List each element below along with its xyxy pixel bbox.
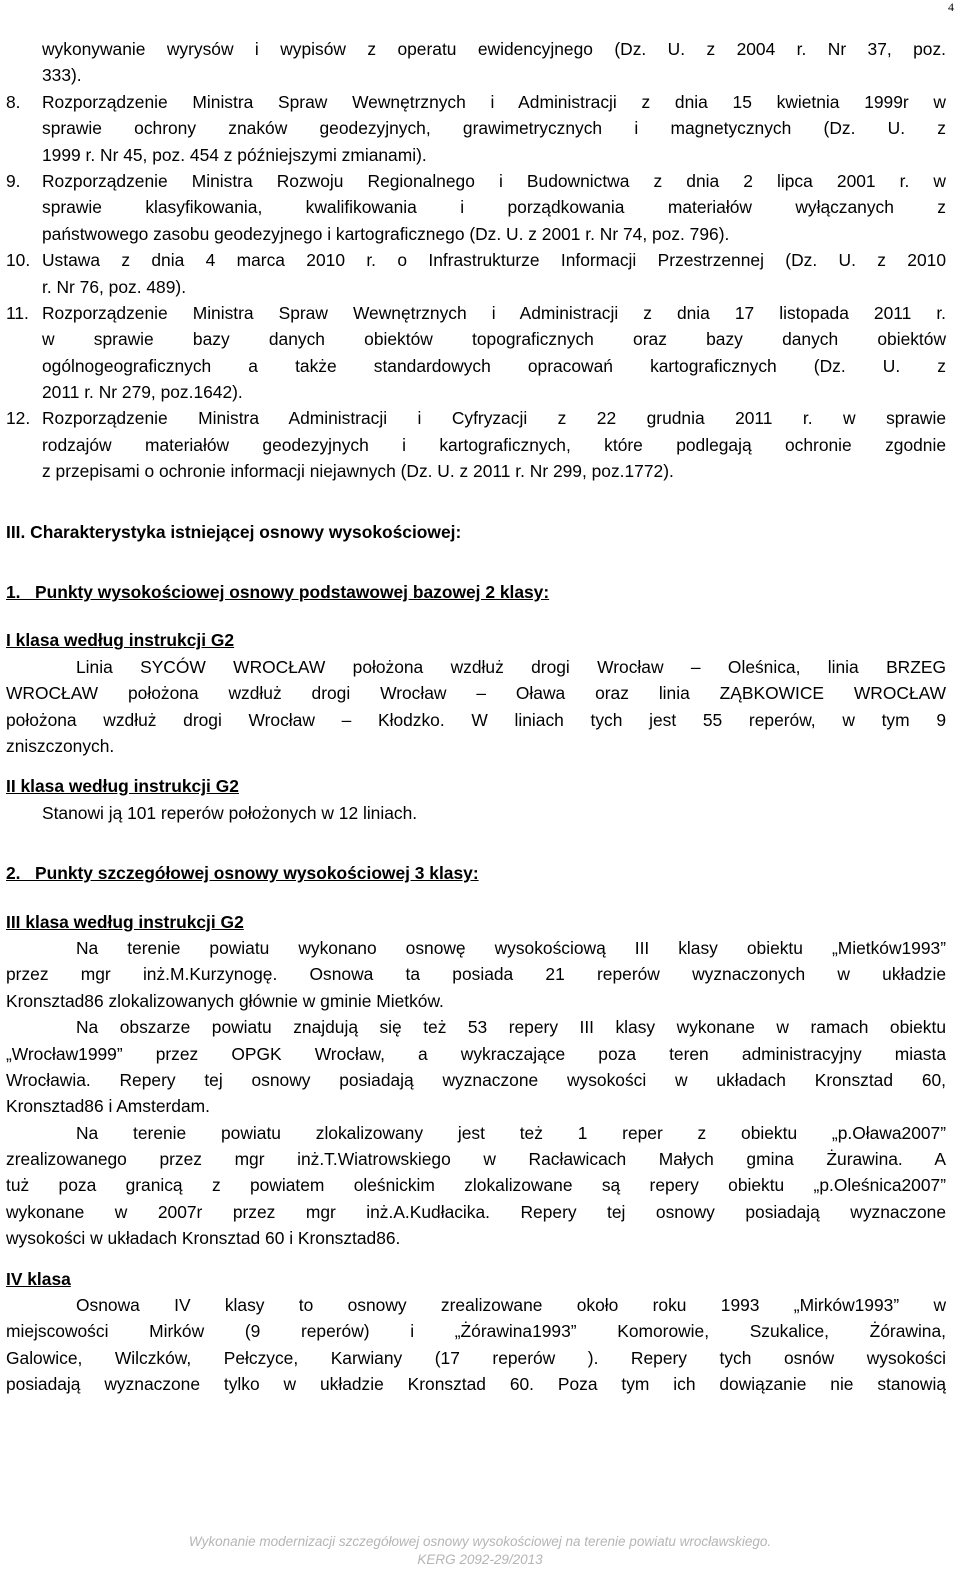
text-line: wysokości w układach Kronsztad 60 i Kronsztad86. xyxy=(6,1228,401,1249)
text-line: Kronsztad86 i Amsterdam. xyxy=(6,1096,210,1117)
spacer xyxy=(6,759,946,773)
reference-item-10 xyxy=(6,247,946,300)
spacer xyxy=(6,826,946,860)
spacer xyxy=(6,485,946,519)
class-1-block xyxy=(6,627,946,759)
class-3-block xyxy=(6,909,946,1252)
class-heading: IV klasa xyxy=(6,1268,71,1289)
text-line: Na obszarze powiatu znajdują się też 53 repery III klasy wykonane w ramach obiektu xyxy=(76,1017,946,1038)
spacer xyxy=(6,605,946,627)
text-line xyxy=(6,300,946,326)
text-line: Osnowa IV klasy to osnowy zrealizowane około roku 1993 „Mirków1993” w xyxy=(76,1295,946,1316)
text-line: 2011 r. Nr 279, poz.1642). xyxy=(42,382,243,403)
text-line: Stanowi ją 101 reperów położonych w 12 liniach. xyxy=(42,802,418,823)
section-heading: III. Charakterystyka istniejącej osnowy wysokościowej: xyxy=(6,521,462,542)
reference-item-9 xyxy=(6,168,946,247)
paragraph xyxy=(6,1120,946,1252)
item-text: Rozporządzenie Ministra Spraw Wewnętrznych i Administracji z dnia 17 listopada 2011 r. xyxy=(42,302,946,323)
text-line: ogólnogeograficznych a także standardowych opracowań kartograficznych (Dz. U. z xyxy=(42,355,946,376)
document-body xyxy=(6,36,946,1398)
text-line: zniszczonych. xyxy=(6,735,115,756)
text-line xyxy=(6,247,946,273)
text-line: położona wzdłuż drogi Wrocław – Kłodzko. W liniach tych jest 55 reperów, w tym 9 xyxy=(6,709,946,730)
text-line xyxy=(6,168,946,194)
text-line: Kronsztad86 zlokalizowanych głównie w gminie Mietków. xyxy=(6,990,444,1011)
spacer xyxy=(6,1252,946,1266)
class-2-block xyxy=(6,773,946,826)
text-line: przez mgr inż.M.Kurzynogę. Osnowa ta posiada 21 reperów wyznaczonych w układzie xyxy=(6,964,946,985)
text-line: państwowego zasobu geodezyjnego i kartograficznego (Dz. U. z 2001 r. Nr 74, poz. 796). xyxy=(42,223,730,244)
item-text: Ustawa z dnia 4 marca 2010 r. o Infrastrukturze Informacji Przestrzennej (Dz. U. z 2010 xyxy=(42,250,946,271)
paragraph xyxy=(6,1014,946,1120)
reference-item-7-continued xyxy=(6,36,946,89)
footer-reference: KERG 2092-29/2013 xyxy=(417,1552,543,1567)
text-line: tuż poza granicą z powiatem oleśnickim zlokalizowane są repery obiektu „p.Oleśnica2007” xyxy=(6,1175,946,1196)
text-line: zrealizowanego przez mgr inż.T.Wiatrowskiego w Racławicach Małych gmina Żurawina. A xyxy=(6,1149,946,1170)
text-line: Na terenie powiatu zlokalizowany jest też 1 reper z obiektu „p.Oława2007” xyxy=(76,1122,946,1143)
item-number: 12. xyxy=(6,408,31,429)
item-text: Rozporządzenie Ministra Spraw Wewnętrznych i Administracji z dnia 15 kwietnia 1999r w xyxy=(42,91,946,112)
text-line xyxy=(6,405,946,431)
text-line: Wrocławia. Repery tej osnowy posiadają wyznaczone wysokości w układach Kronsztad 60, xyxy=(6,1069,946,1090)
item-text: Rozporządzenie Ministra Administracji i Cyfryzacji z 22 grudnia 2011 r. w sprawie xyxy=(42,408,946,429)
text-line: z przepisami o ochronie informacji niejawnych (Dz. U. z 2011 r. Nr 299, poz.1772). xyxy=(42,461,674,482)
text-line: rodzajów materiałów geodezyjnych i kartograficznych, które podlegają ochronie zgodnie xyxy=(42,434,946,455)
text-line: miejscowości Mirków (9 reperów) i „Żórawina1993” Komorowie, Szukalice, Żórawina, xyxy=(6,1321,946,1342)
reference-item-11 xyxy=(6,300,946,406)
text-line xyxy=(6,89,946,115)
text-line: 1999 r. Nr 45, poz. 454 z późniejszymi zmianami). xyxy=(42,144,427,165)
item-number: 9. xyxy=(6,170,21,191)
text-line: WROCŁAW położona wzdłuż drogi Wrocław – Oława oraz linia ZĄBKOWICE WROCŁAW xyxy=(6,683,946,704)
page-number: 4 xyxy=(948,0,954,14)
subsection-heading-2: 2. Punkty szczegółowej osnowy wysokościowej 3 klasy: xyxy=(6,863,479,884)
reference-item-8 xyxy=(6,89,946,168)
text-line: Galowice, Wilczków, Pełczyce, Karwiany (17 reperów ). Repery tych osnów wysokości xyxy=(6,1347,946,1368)
class-heading: I klasa według instrukcji G2 xyxy=(6,630,235,651)
item-number: 8. xyxy=(6,91,21,112)
class-heading: III klasa według instrukcji G2 xyxy=(6,911,244,932)
subsection-heading-1: 1. Punkty wysokościowej osnowy podstawowej bazowej 2 klasy: xyxy=(6,582,550,603)
text-line: wykonane w 2007r przez mgr inż.A.Kudłacika. Repery tej osnowy posiadają wyznaczone xyxy=(6,1201,946,1222)
footer-title: Wykonanie modernizacji szczegółowej osnowy wysokościowej na terenie powiatu wrocławskiego. xyxy=(188,1534,772,1549)
text-line: r. Nr 76, poz. 489). xyxy=(42,276,187,297)
text-line: sprawie ochrony znaków geodezyjnych, grawimetrycznych i magnetycznych (Dz. U. z xyxy=(42,118,946,139)
text-line: Na terenie powiatu wykonano osnowę wysokościową III klasy obiektu „Mietków1993” xyxy=(76,937,946,958)
item-number: 11. xyxy=(6,302,29,323)
spacer xyxy=(6,545,946,579)
text-line: w sprawie bazy danych obiektów topograficznych oraz bazy danych obiektów xyxy=(42,329,946,350)
text-line: 333). xyxy=(42,65,82,86)
text-line: „Wrocław1999” przez OPGK Wrocław, a wykraczające poza teren administracyjny miasta xyxy=(6,1043,946,1064)
class-4-block xyxy=(6,1266,946,1398)
spacer xyxy=(6,887,946,909)
class-heading: II klasa według instrukcji G2 xyxy=(6,776,239,797)
text-line: sprawie klasyfikowania, kwalifikowania i porządkowania materiałów wyłączanych z xyxy=(42,197,946,218)
item-number: 10. xyxy=(6,250,31,271)
reference-item-12 xyxy=(6,405,946,484)
item-text: Rozporządzenie Ministra Rozwoju Regionalnego i Budownictwa z dnia 2 lipca 2001 r. w xyxy=(42,170,946,191)
paragraph xyxy=(6,935,946,1014)
text-line: posiadają wyznaczone tylko w układzie Kronsztad 60. Poza tym ich dowiązanie nie stanowią xyxy=(6,1374,946,1395)
text-line: Linia SYCÓW WROCŁAW położona wzdłuż drogi Wrocław – Oleśnica, linia BRZEG xyxy=(76,656,946,677)
text-line: wykonywanie wyrysów i wypisów z operatu ewidencyjnego (Dz. U. z 2004 r. Nr 37, poz. xyxy=(42,39,946,59)
